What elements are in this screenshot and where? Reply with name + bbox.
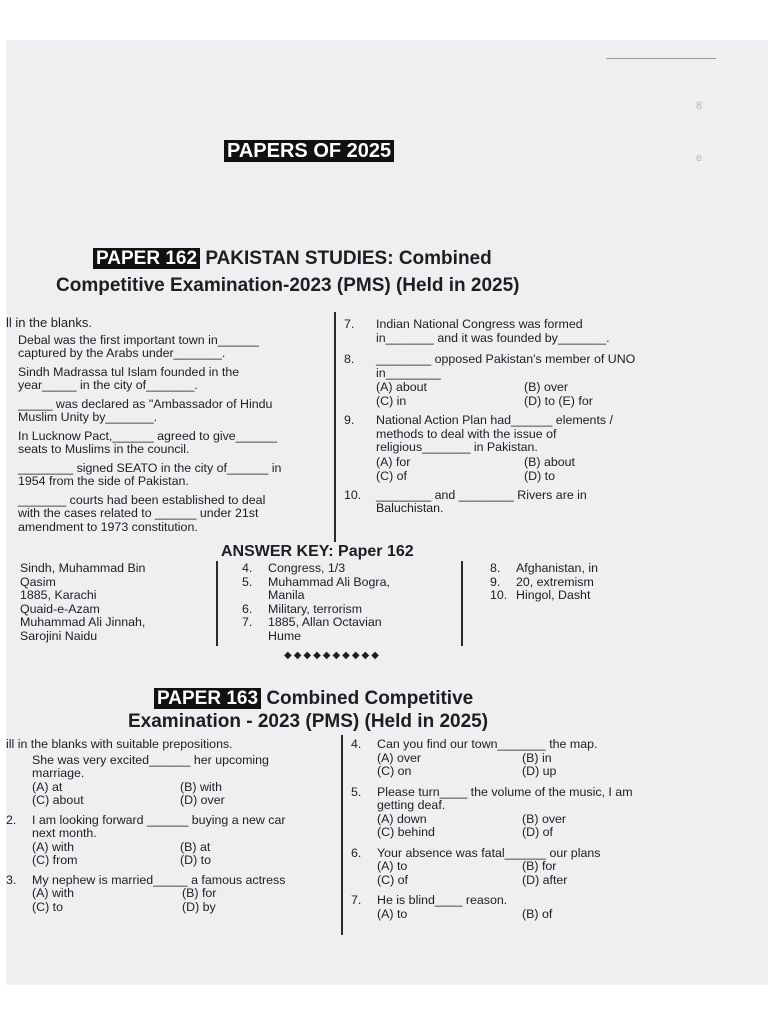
paper162-title-line1 [93, 248, 492, 270]
answer-number: 6. [242, 601, 253, 616]
question-line: _______ courts had been established to deal [18, 492, 266, 507]
answer-text: Hingol, Dasht [516, 588, 591, 602]
decorative-divider: ◆◆◆◆◆◆◆◆◆◆ [284, 650, 381, 661]
paper162-title-text: PAKISTAN STUDIES: Combined [205, 248, 492, 269]
question-line: with the cases related to ______ under 21st [18, 506, 259, 520]
option: (A) with [32, 839, 74, 854]
question-number: 9. [344, 413, 355, 427]
option: (C) of [376, 468, 407, 483]
option: (D) to [524, 468, 555, 483]
question-number: 4. [351, 737, 362, 751]
question-line: marriage. [32, 766, 85, 780]
paper163-instruction: ill in the blanks with suitable prepositions. [6, 737, 233, 751]
answer-text: Manila [268, 588, 305, 602]
answer-line: 1885, Karachi [20, 588, 97, 602]
answer-line: Muhammad Ali Jinnah, [20, 615, 146, 629]
answer-row [242, 630, 442, 644]
question-number: 2. [6, 812, 17, 827]
question-body [32, 754, 269, 808]
option-row [377, 765, 597, 779]
option: (A) for [376, 454, 411, 469]
option: (D) by [182, 899, 216, 914]
question-line: Sindh Madrassa tul Islam founded in the [18, 364, 240, 379]
bleed-through-line [606, 58, 716, 59]
option: (B) for [182, 886, 217, 900]
answer-number: 5. [242, 574, 253, 589]
question-line: in_______ and it was founded by_______. [376, 330, 610, 345]
paper162-instruction: ll in the blanks. [6, 315, 92, 330]
option: (B) with [180, 779, 222, 794]
question-line: methods to deal with the issue of [376, 426, 557, 441]
question-line: Can you find our town_______ the map. [377, 737, 598, 751]
paper163-q6 [351, 847, 696, 888]
answer-number: 10. [490, 588, 508, 602]
answer-line: Qasim [20, 574, 56, 589]
option-row [32, 854, 285, 868]
answer-key-title: ANSWER KEY: Paper 162 [221, 543, 414, 560]
paper162-title-line2: Competitive Examination-2023 (PMS) (Held in 2025) [56, 275, 520, 296]
question-line: captured by the Arabs under_______. [18, 346, 226, 360]
column-divider [341, 735, 343, 935]
question-line: She was very excited______ her upcoming [32, 752, 269, 767]
fill-blank-question [18, 462, 326, 489]
question-body [377, 738, 597, 779]
option: (B) about [524, 454, 575, 469]
paper162-right-column [344, 318, 694, 516]
answer-key-col1 [20, 562, 210, 643]
answer-text: 1885, Allan Octavian [268, 615, 382, 629]
option-row [377, 752, 597, 766]
option: (B) for [522, 859, 557, 873]
answer-line: Sindh, Muhammad Bin [20, 561, 146, 575]
answer-text: Hume [268, 628, 302, 643]
option: (A) about [376, 380, 427, 394]
paper163-q3 [6, 874, 336, 915]
option-row [376, 394, 635, 408]
option-row [376, 380, 635, 394]
option: (A) to [377, 906, 408, 921]
option: (D) up [522, 764, 557, 778]
fill-blank-question [18, 334, 326, 361]
option-row [32, 841, 285, 855]
question-line: 1954 from the side of Pakistan. [18, 474, 189, 488]
question-line: getting deaf. [377, 798, 446, 812]
fill-blank-question [18, 494, 326, 535]
question-number: 3. [6, 872, 17, 887]
question-line: Your absence was fatal______ our plans [377, 845, 601, 860]
paper163-title-line2: Examination - 2023 (PMS) (Held in 2025) [128, 711, 489, 732]
answer-number: 8. [490, 561, 501, 575]
answer-number [242, 630, 268, 644]
answer-row [490, 589, 660, 603]
question-line: Muslim Unity by_______. [18, 410, 158, 424]
option-row [32, 901, 285, 915]
paper162-badge: PAPER 162 [93, 248, 200, 269]
answer-text: Muhammad Ali Bogra, [268, 574, 390, 589]
option: (D) of [522, 825, 553, 839]
paper163-right-column [351, 738, 696, 921]
option-row [377, 813, 633, 827]
option: (A) with [32, 886, 74, 900]
option-row [32, 887, 285, 901]
option: (D) to [180, 853, 211, 867]
question-line: ________ and ________ Rivers are in [376, 487, 587, 502]
question-line: _____ was declared as "Ambassador of Hindu [18, 396, 273, 411]
paper163-title-text: Combined Competitive [266, 688, 474, 709]
option: (D) to (E) for [524, 394, 593, 408]
question-body [377, 847, 600, 888]
answer-text: Military, terrorism [268, 601, 363, 616]
option: (B) over [524, 380, 569, 394]
option: (A) to [377, 859, 408, 873]
option-row [377, 874, 600, 888]
paper163-q2 [6, 814, 336, 868]
option: (C) from [32, 853, 78, 867]
option: (C) about [32, 793, 84, 807]
answer-row [242, 616, 442, 630]
answer-number: 4. [242, 561, 253, 575]
answer-line: Sarojini Naidu [20, 628, 98, 643]
answer-text: 20, extremism [516, 574, 594, 589]
option: (D) after [522, 872, 568, 887]
paper163-q7 [351, 894, 696, 921]
paper162-left-questions [6, 334, 326, 535]
question-line: religious_______ in Pakistan. [376, 440, 538, 454]
question-line: National Action Plan had______ elements / [376, 413, 613, 427]
question-line: in________ [376, 365, 441, 380]
question-line: I am looking forward ______ buying a new car [32, 812, 286, 827]
option-row [377, 826, 633, 840]
paper163-badge: PAPER 163 [154, 688, 261, 709]
bleed-through-mark: e [696, 152, 703, 164]
question-line: amendment to 1973 constitution. [18, 519, 198, 534]
question-line: He is blind____ reason. [377, 893, 508, 907]
answer-number: 9. [490, 574, 501, 589]
answer-row [242, 562, 442, 576]
question-line: next month. [32, 826, 97, 840]
option-row [32, 794, 269, 808]
main-title-text: PAPERS OF 2025 [224, 140, 394, 162]
question-line: Debal was the first important town in______ [18, 332, 260, 347]
bleed-through-mark: 8 [696, 100, 703, 112]
option: (A) down [377, 811, 427, 826]
answer-number: 7. [242, 615, 253, 629]
question-body [377, 786, 633, 840]
question-body [32, 814, 285, 868]
scanned-page [6, 40, 768, 985]
answer-key-divider [461, 561, 463, 646]
question-body [377, 894, 552, 921]
option: (B) of [522, 906, 553, 921]
column-divider [334, 312, 336, 542]
question-number: 10. [344, 487, 362, 502]
paper163-q4 [351, 738, 696, 779]
question-line: ________ signed SEATO in the city of______ in [18, 460, 282, 475]
paper162-q8 [344, 353, 694, 408]
question-number [6, 754, 32, 808]
answer-line: Quaid-e-Azam [20, 601, 100, 616]
option-row [377, 908, 552, 922]
option-row [32, 781, 269, 795]
option: (C) behind [377, 825, 435, 839]
answer-row [242, 603, 442, 617]
answer-key-col3 [490, 562, 660, 603]
option: (B) at [180, 839, 211, 854]
fill-blank-question [18, 398, 326, 425]
question-line: seats to Muslims in the council. [18, 442, 190, 456]
option: (C) to [32, 899, 63, 914]
answer-key-divider [216, 561, 218, 646]
paper163-left-column [6, 738, 336, 914]
question-number: 6. [351, 845, 362, 860]
paper162-q9 [344, 414, 694, 483]
question-line: Baluchistan. [376, 501, 444, 515]
option: (A) at [32, 779, 63, 794]
option: (B) over [522, 811, 567, 826]
fill-blank-question [18, 366, 326, 393]
question-line: year_____ in the city of_______. [18, 378, 198, 392]
main-title [224, 140, 394, 163]
answer-row [242, 589, 442, 603]
answer-key-col2 [242, 562, 442, 643]
question-number: 7. [351, 893, 362, 907]
question-line: In Lucknow Pact,______ agreed to give______ [18, 428, 278, 443]
question-line: My nephew is married_____ a famous actress [32, 872, 286, 887]
paper163-q5 [351, 786, 696, 840]
question-number: 7. [344, 317, 355, 331]
answer-row [242, 576, 442, 590]
answer-number [242, 589, 268, 603]
answer-text: Afghanistan, in [516, 561, 598, 575]
option: (D) over [180, 793, 225, 807]
option: (A) over [377, 750, 422, 765]
question-number: 5. [351, 784, 362, 799]
paper162-q10 [344, 489, 694, 516]
option: (C) on [377, 764, 412, 778]
paper163-title-line1 [154, 688, 473, 710]
option-row [377, 860, 600, 874]
paper162-left-column [6, 316, 326, 539]
option: (C) of [377, 872, 408, 887]
question-line: Indian National Congress was formed [376, 317, 583, 331]
option: (C) in [376, 394, 407, 408]
question-number: 8. [344, 352, 355, 366]
paper163-q1 [6, 754, 336, 808]
paper162-q7 [344, 318, 694, 345]
answer-text: Congress, 1/3 [268, 561, 346, 575]
question-line: ________ opposed Pakistan's member of UNO [376, 352, 636, 366]
answer-row [490, 576, 660, 590]
fill-blank-question [18, 430, 326, 457]
option-row [376, 455, 613, 469]
answer-row [490, 562, 660, 576]
question-line: Please turn____ the volume of the music, I am [377, 784, 633, 799]
option: (B) in [522, 750, 552, 765]
question-body [32, 874, 285, 915]
option-row [376, 469, 613, 483]
